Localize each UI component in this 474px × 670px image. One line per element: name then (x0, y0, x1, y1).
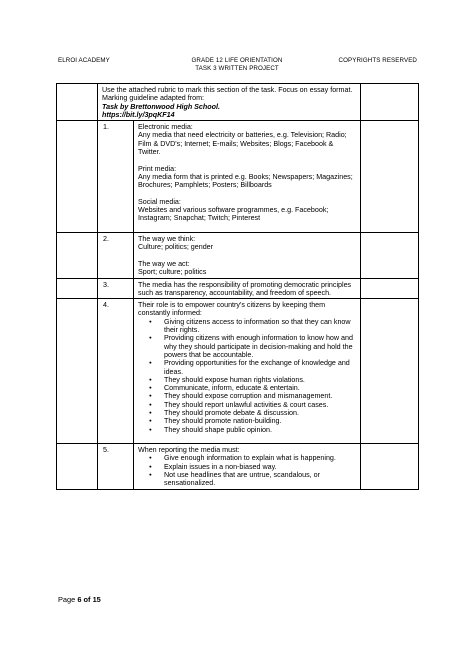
table-cell-empty (361, 233, 419, 278)
table-row-4 (57, 299, 419, 444)
row-heading: Electronic media: (138, 123, 193, 132)
header-school: ELROI ACADEMY (58, 57, 110, 64)
intro-instruction: Use the attached rubric to mark this section of the task. Focus on essay format. (102, 86, 353, 94)
header-task: TASK 3 WRITTEN PROJECT (195, 65, 279, 72)
list-item: ● They should promote nation-building. (138, 417, 357, 425)
page-label: Page (58, 595, 76, 604)
intro-link: https://bit.ly/3pqKF14 (102, 110, 175, 119)
row-heading: The way we think: (138, 235, 196, 244)
list-item: ● Providing opportunities for the exchange of knowledge and ideas. (138, 359, 357, 376)
list-item: ● Explain issues in a non-biased way. (138, 463, 357, 471)
table-cell-empty (57, 299, 98, 444)
row-content (134, 278, 361, 299)
table-cell-empty (361, 444, 419, 489)
table-row-intro (57, 84, 419, 121)
row-number: 1. (98, 121, 134, 233)
list-item: ● Giving citizens access to information so that they can know their rights. (138, 318, 357, 335)
row-number: 3. (98, 278, 134, 299)
list-item: ● They should expose corruption and mismanagement. (138, 392, 357, 400)
page-footer (58, 595, 101, 604)
row-content (134, 121, 361, 233)
row-content (134, 299, 361, 444)
row-text: Any media that need electricity or batteries, e.g. Television; Radio; Film & DVD's; Internet; E-mails; Websites; Blogs; Facebook & Twitter. (138, 131, 347, 157)
list-item: ● They should promote debate & discussion. (138, 409, 357, 417)
bullet-list (138, 318, 357, 434)
row-number: 4. (98, 299, 134, 444)
table-row-3 (57, 278, 419, 299)
row-content (134, 233, 361, 278)
row-text: Their role is to empower country's citizens by keeping them constantly informed: (138, 301, 326, 318)
table-cell-empty (57, 233, 98, 278)
header-rights: COPYRIGHTS RESERVED (338, 57, 417, 64)
row-text: Culture; politics; gender (138, 243, 214, 252)
table-row-2 (57, 233, 419, 278)
marking-guideline-table (56, 83, 419, 490)
table-cell-empty (57, 278, 98, 299)
table-cell-empty (57, 84, 98, 121)
intro-source: Task by Brettonwood High School. (102, 102, 220, 111)
row-text: Any media form that is printed e.g. Books; Newspapers; Magazines; Brochures; Pamphlets; Posters; Billboards (138, 172, 353, 190)
row-content (134, 444, 361, 489)
table-cell-empty (361, 84, 419, 121)
list-item: ● Give enough information to explain what is happening. (138, 454, 357, 462)
row-heading: The way we act: (138, 259, 190, 268)
page-of-label: of (83, 595, 91, 604)
list-item: ● Providing citizens with enough information to know how and why they should participate in decision-making and hold the powers that be accountable. (138, 334, 357, 359)
table-cell-empty (57, 121, 98, 233)
page-total: 15 (92, 595, 101, 604)
table-cell-empty (57, 444, 98, 489)
header-grade: GRADE 12 LIFE ORIENTATION (191, 57, 283, 64)
table-cell-empty (361, 121, 419, 233)
list-item: ● They should report unlawful activities & court cases. (138, 401, 357, 409)
intro-guideline: Marking guideline adapted from: (102, 94, 205, 103)
row-heading: Social media: (138, 197, 181, 206)
list-item: ● Not use headlines that are untrue, scandalous, or sensationalized. (138, 471, 357, 488)
list-item: ● They should shape public opinion. (138, 426, 357, 434)
row-text: The media has the responsibility of promoting democratic principles such as transparency, accountability, and freedom of speech. (138, 280, 352, 297)
intro-cell (98, 84, 361, 121)
list-item: ● They should expose human rights violations. (138, 376, 357, 384)
table-row-1 (57, 121, 419, 233)
table-cell-empty (361, 278, 419, 299)
row-number: 2. (98, 233, 134, 278)
row-text: When reporting the media must: (138, 446, 240, 455)
table-row-5 (57, 444, 419, 489)
list-item: ● Communicate, inform, educate & entertain. (138, 384, 357, 392)
row-number: 5. (98, 444, 134, 489)
page-number: 6 (77, 595, 82, 604)
row-text: Sport; culture; politics (138, 268, 207, 277)
row-text: Websites and various software programmes, e.g. Facebook; Instagram; Snapchat; Twitch; Pinterest (138, 206, 329, 223)
table-cell-empty (361, 299, 419, 444)
row-heading: Print media: (138, 164, 177, 173)
bullet-list (138, 454, 357, 487)
